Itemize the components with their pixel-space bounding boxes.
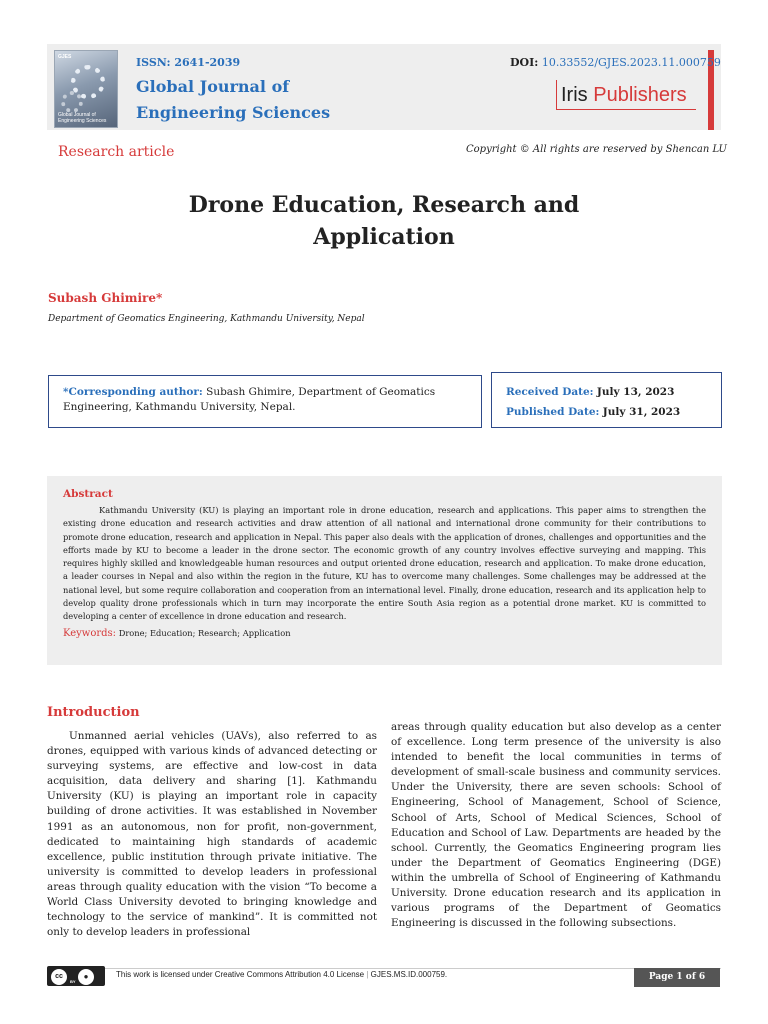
received-date-value: July 13, 2023 [596, 386, 675, 398]
abstract-box [47, 476, 722, 665]
copyright: Copyright © All rights are reserved by Shencan LU [466, 144, 727, 155]
cover-title: Global Journal of Engineering Sciences [58, 112, 107, 124]
corresponding-author-box [48, 375, 482, 428]
creative-commons-badge[interactable] [47, 966, 105, 986]
corresponding-author-text: Subash Ghimire, Department of Geomatics Engineering, Kathmandu University, Nepal. [63, 386, 436, 413]
license-statement[interactable]: This work is licensed under Creative Commons Attribution 4.0 License [116, 970, 365, 979]
footer-separator: | [366, 970, 369, 979]
journal-cover-image [54, 50, 118, 128]
license-text [116, 970, 447, 979]
page-number: Page 1 of 6 [634, 968, 720, 987]
cover-abbrev: GJES [58, 54, 72, 60]
received-date-label: Received Date: [506, 386, 594, 398]
article-id: GJES.MS.ID.000759. [370, 970, 448, 979]
keywords-list: Drone; Education; Research; Application [118, 627, 291, 638]
corresponding-author-label: *Corresponding author: [63, 386, 203, 398]
publisher-logo-suffix: Publishers [593, 84, 687, 106]
footer-divider [47, 968, 721, 969]
published-date [506, 402, 707, 422]
article-title: Drone Education, Research and Application [188, 192, 580, 250]
published-date-label: Published Date: [506, 406, 600, 418]
attribution-person-icon: ● [78, 969, 94, 985]
doi-link[interactable]: 10.33552/GJES.2023.11.000759 [541, 56, 721, 69]
journal-title[interactable]: Global Journal of Engineering Sciences [136, 77, 331, 122]
introduction-heading: Introduction [47, 705, 140, 720]
abstract-heading: Abstract [63, 488, 113, 500]
cc-icon: cc [51, 969, 67, 985]
author-affiliation: Department of Geomatics Engineering, Kathmandu University, Nepal [48, 314, 365, 324]
publisher-logo-prefix: Iris [561, 84, 588, 106]
cc-by-label: BY [70, 979, 76, 984]
doi [510, 56, 721, 69]
abstract-text: Kathmandu University (KU) is playing an important role in drone education, research and applications. This paper aims to strengthen the existing drone education and research activities and draw attention of all national and international drone community for their contributions to promote drone education, research and application in Nepal. This paper also deals with the application of drones, challenges and opportunities and the efforts made by KU to become a leader in the drone sector. The economic growth of any country involves effective surveying and mapping. This requires highly skilled and knowledgeable human resources and output oriented drone education, research and application. To make drone education, a leader courses in Nepal and also within the region in the future, KU has to overcome many challenges. Some challenges may be addressed at the national level, but some require collaboration and cooperation from an international level. Finally, drone education, research and its application help to develop quality drone professionals which in turn may incorporate the entire South Asia region as a potential drone market. KU is committed to developing a center of excellence in drone education and research. [63, 505, 706, 622]
issn: ISSN: 2641-2039 [136, 56, 241, 69]
gear-icon [61, 91, 83, 113]
introduction-column-left: Unmanned aerial vehicles (UAVs), also referred to as drones, equipped with various kinds of advanced detecting or surveying systems, are effective and low-cost in data acquisition, data delivery and sharing [1]. Kathmandu University (KU) is playing an important role in capacity building of drone activities. It was established in November 1991 as an autonomous, non for profit, non-government, dedicated to maintaining high standards of academic excellence, public institution through private initiative. The university is committed to develop leaders in professional areas through quality education with the vision “To become a World Class University devoted to bringing knowledge and technology to the service of mankind”. It is committed not only to develop leaders in professional [47, 730, 377, 939]
doi-label: DOI: [510, 56, 539, 69]
published-date-value: July 31, 2023 [602, 406, 681, 418]
introduction-column-right: areas through quality education but also develop as a center of excellence. Long term presence of the university is also intended to benefit the local communities in terms of development of small-scale business and community services. Under the University, there are seven schools: School of Engineering, School of Management, School of Science, School of Arts, School of Medical Sciences, School of Education and School of Law. Departments are headed by the school. Currently, the Geomatics Engineering program lies under the Department of Geomatics Engineering (DGE) within the umbrella of School of Engineering of Kathmandu University. Drone education research and its application in various programs of the Department of Geomatics Engineering is discussed in the following subsections. [391, 721, 721, 930]
received-date [506, 382, 707, 402]
keywords [63, 628, 706, 639]
dates-box [491, 372, 722, 428]
publisher-logo[interactable] [556, 80, 696, 110]
author-name: Subash Ghimire* [48, 291, 163, 305]
article-type: Research article [58, 144, 175, 160]
keywords-label: Keywords: [63, 627, 117, 639]
